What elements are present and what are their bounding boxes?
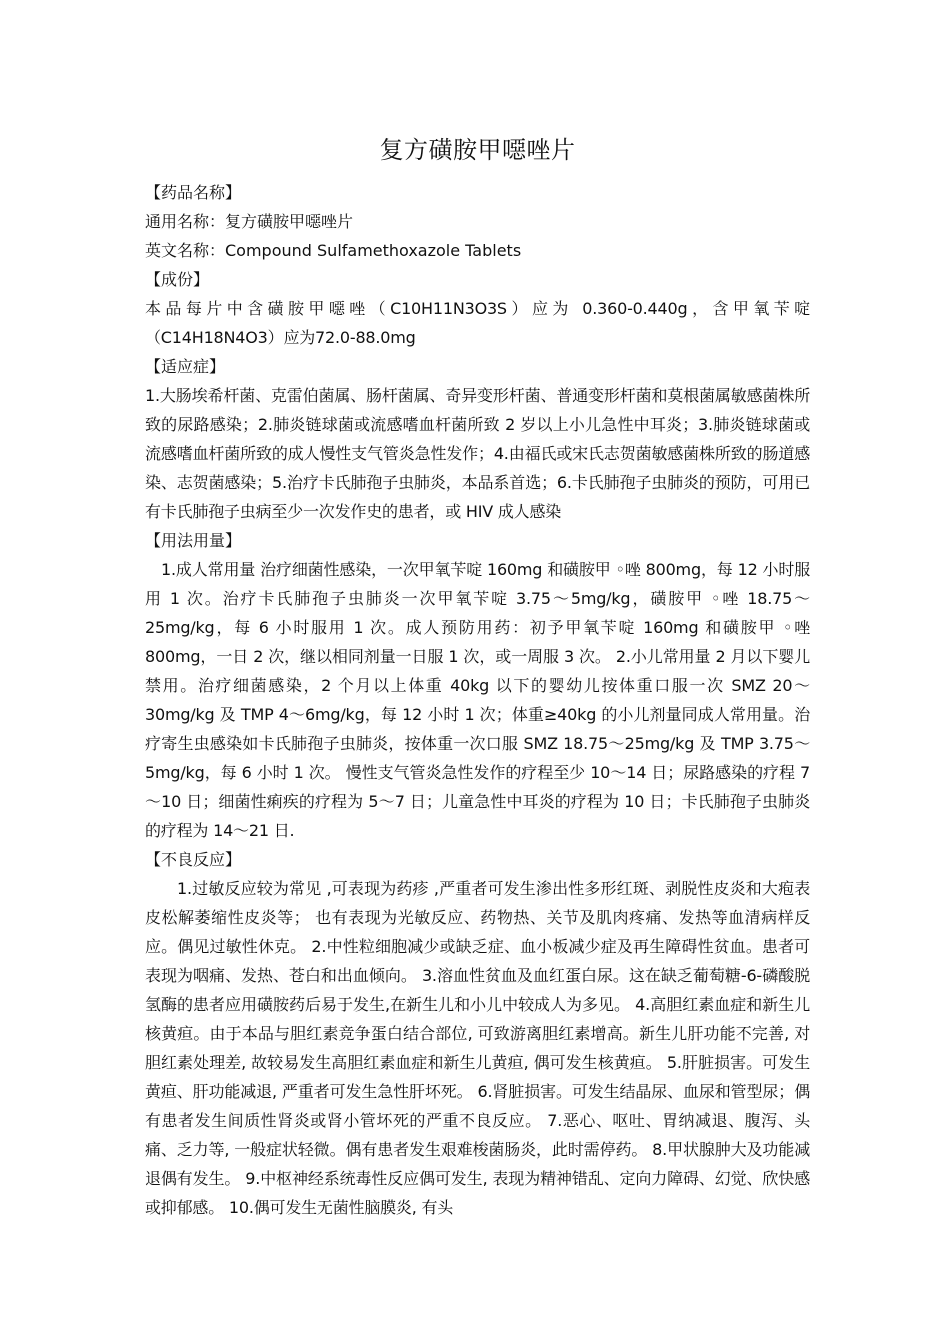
document-page (145, 130, 810, 1222)
section-heading-drug-name: 【药品名称】 (145, 183, 242, 202)
dosage-text: 1.成人常用量 治疗细菌性感染，一次甲氧苄啶 160mg 和磺胺甲 ◦唑 800mg，每 12 小时服用 1 次。治疗卡氏肺孢子虫肺炎一次甲氧苄啶 3.75～5mg/kg，磺胺甲 ◦唑 18.75～25mg/kg，每 6 小时服用 1 次。成人预防用药：初予甲氧苄啶 160mg 和磺胺甲 ◦唑 800mg，一日 2 次，继以相同剂量一日服 1 次，或一周服 3 次。 2.小儿常用量 2 月以下婴儿禁用。治疗细菌感染，2 个月以上体重 40kg 以下的婴幼儿按体重口服一次 SMZ 20～30mg/kg 及 TMP 4～6mg/kg，每 12 小时 1 次；体重≥40kg 的小儿剂量同成人常用量。治疗寄生虫感染如卡氏肺孢子虫肺炎，按体重一次口服 SMZ 18.75～25mg/kg 及 TMP 3.75～5mg/kg，每 6 小时 1 次。 慢性支气管炎急性发作的疗程至少 10～14 日；尿路感染的疗程 7～10 日；细菌性痢疾的疗程为 5～7 日；儿童急性中耳炎的疗程为 10 日；卡氏肺孢子虫肺炎的疗程为 14～21 日. (145, 560, 810, 840)
section-heading-indications: 【适应症】 (145, 357, 226, 376)
section-heading-adverse-reactions: 【不良反应】 (145, 850, 242, 869)
section-heading-dosage: 【用法用量】 (145, 531, 242, 550)
section-composition (145, 265, 810, 352)
document-title: 复方磺胺甲噁唑片 (379, 136, 576, 164)
section-dosage (145, 526, 810, 845)
section-drug-name (145, 178, 810, 265)
section-adverse-reactions (145, 845, 810, 1222)
composition-text: 本品每片中含磺胺甲噁唑（C10H11N3O3S）应为 0.360-0.440g，含甲氧苄啶（C14H18N4O3）应为72.0-88.0mg (145, 299, 810, 347)
section-indications (145, 352, 810, 526)
english-name: 英文名称：Compound Sulfamethoxazole Tablets (145, 241, 522, 260)
indications-text: 1.大肠埃希杆菌、克雷伯菌属、肠杆菌属、奇异变形杆菌、普通变形杆菌和莫根菌属敏感菌株所致的尿路感染；2.肺炎链球菌或流感嗜血杆菌所致 2 岁以上小儿急性中耳炎；3.肺炎链球菌或流感嗜血杆菌所致的成人慢性支气管炎急性发作；4.由福氏或宋氏志贺菌敏感菌株所致的肠道感染、志贺菌感染；5.治疗卡氏肺孢子虫肺炎，本品系首选；6.卡氏肺孢子虫肺炎的预防，可用已有卡氏肺孢子虫病至少一次发作史的患者，或 HIV 成人感染 (145, 386, 810, 521)
generic-name: 通用名称：复方磺胺甲噁唑片 (145, 212, 354, 231)
section-heading-composition: 【成份】 (145, 270, 210, 289)
adverse-reactions-text: 1.过敏反应较为常见 ,可表现为药疹 ,严重者可发生渗出性多形红斑、剥脱性皮炎和大疱表皮松解萎缩性皮炎等； 也有表现为光敏反应、药物热、关节及肌肉疼痛、发热等血清病样反应。偶见过敏性休克。 2.中性粒细胞减少或缺乏症、血小板减少症及再生障碍性贫血。患者可表现为咽痛、发热、苍白和出血倾向。 3.溶血性贫血及血红蛋白尿。这在缺乏葡萄糖-6-磷酸脱氢酶的患者应用磺胺药后易于发生,在新生儿和小儿中较成人为多见。 4.高胆红素血症和新生儿核黄疸。由于本品与胆红素竞争蛋白结合部位, 可致游离胆红素增高。新生儿肝功能不完善, 对胆红素处理差, 故较易发生高胆红素血症和新生儿黄疸, 偶可发生核黄疸。 5.肝脏损害。可发生黄疸、肝功能减退, 严重者可发生急性肝坏死。 6.肾脏损害。可发生结晶尿、血尿和管型尿；偶有患者发生间质性肾炎或肾小管坏死的严重不良反应。 7.恶心、呕吐、胃纳减退、腹泻、头痛、乏力等, 一般症状轻微。偶有患者发生艰难梭菌肠炎，此时需停药。 8.甲状腺肿大及功能减退偶有发生。 9.中枢神经系统毒性反应偶可发生, 表现为精神错乱、定向力障碍、幻觉、欣快感或抑郁感。 10.偶可发生无菌性脑膜炎, 有头 (145, 879, 810, 1217)
